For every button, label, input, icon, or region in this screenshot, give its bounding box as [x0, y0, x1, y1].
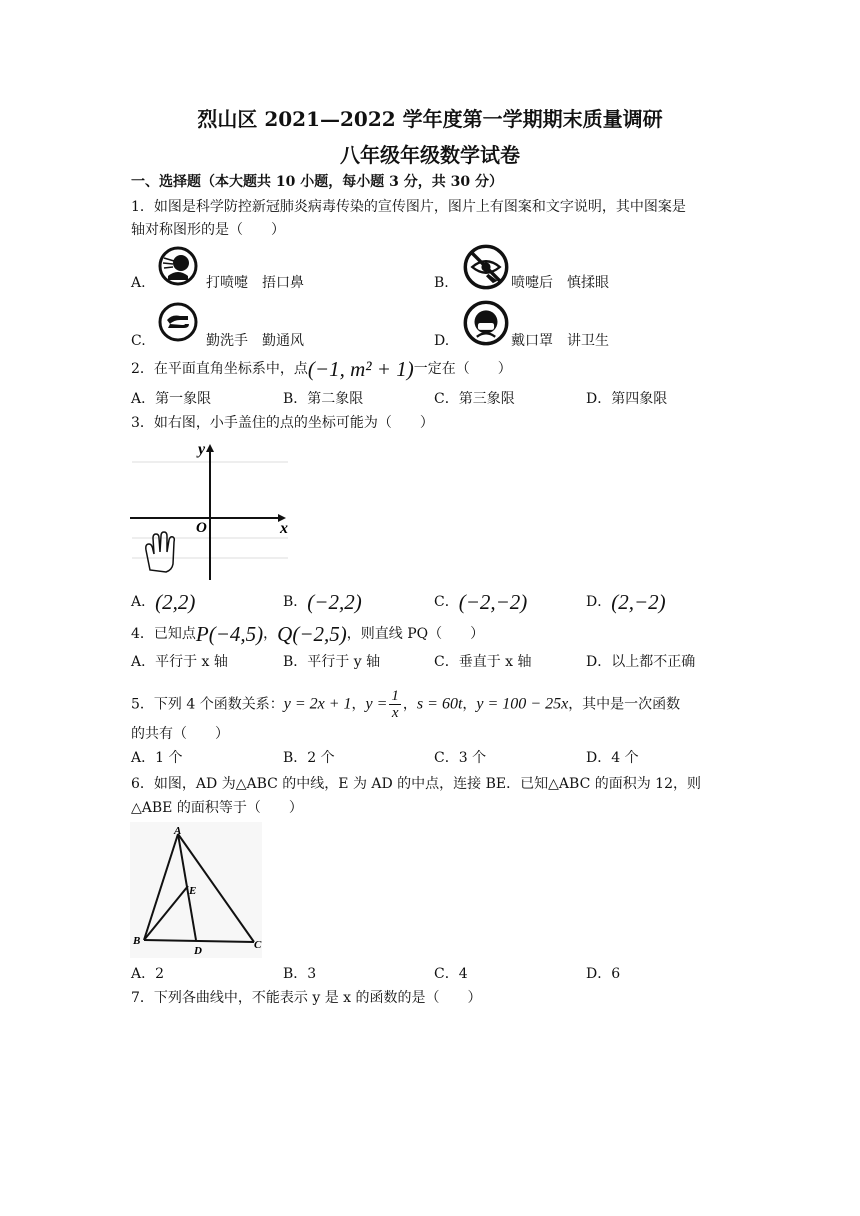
q5-fraction-den: x	[391, 705, 399, 721]
q3-option-d-value: (2,−2)	[611, 590, 666, 614]
q5-fraction	[389, 688, 401, 721]
q6-label-a: A	[174, 825, 182, 837]
q3-option-c: C．(−2,−2)	[434, 590, 528, 614]
q5-f2-lhs: y =	[365, 695, 388, 713]
q4-point-q: Q(−2,5)	[277, 622, 347, 646]
q3-option-b: B．(−2,2)	[283, 590, 362, 614]
q3-coordinate-figure	[128, 440, 298, 582]
q2-point: (−1, m² + 1)	[307, 357, 414, 381]
q6-option-a: A．2	[131, 966, 165, 982]
q1-stem-line2: 轴对称图形的是（ ）	[131, 222, 285, 238]
q1-option-a-letter: A.	[131, 275, 146, 291]
q2-stem-pre: 2．在平面直角坐标系中，点	[131, 361, 308, 377]
q3-option-a-value: (2,2)	[155, 590, 196, 614]
q1-option-c-caption: 勤洗手 勤通风	[206, 333, 304, 349]
q1-option-d-caption: 戴口罩 讲卫生	[511, 333, 609, 349]
q4-stem: 4．已知点P(−4,5)，Q(−2,5)，则直线 PQ（ ）	[131, 622, 485, 646]
exam-subtitle: 八年级年级数学试卷	[340, 143, 520, 167]
q5-stem: 5．下列 4 个函数关系：y = 2x + 1，y = $\frac{1}{x}$ ，s = 60t，y = 100 − 25x，其中是一次函数	[131, 688, 681, 721]
q6-stem-line1: 6．如图，AD 为△ABC 的中线，E 为 AD 的中点，连接 BE．已知△ABC 的面积为 12，则	[131, 776, 701, 792]
q1-option-d-letter: D.	[434, 333, 450, 349]
q2-option-b: B．第二象限	[283, 391, 364, 407]
q3-option-a: A．(2,2)	[131, 590, 196, 614]
q6-label-e: E	[189, 885, 197, 897]
q3-option-d: D．(2,−2)	[586, 590, 666, 614]
q5-f4: y = 100 − 25x	[476, 695, 569, 713]
q6-triangle-figure	[130, 822, 262, 958]
q6-stem-line2: △ABE 的面积等于（ ）	[131, 800, 303, 816]
q5-option-d: D．4 个	[586, 750, 639, 766]
q6-label-c: C	[254, 939, 262, 951]
q2-stem	[131, 359, 512, 379]
q6-option-c: C．4	[434, 966, 468, 982]
q2-option-a: A．第一象限	[131, 391, 212, 407]
q3-stem: 3．如右图，小手盖住的点的坐标可能为（ ）	[131, 415, 434, 431]
q3-origin-label: O	[196, 520, 207, 536]
q2-option-d: D．第四象限	[586, 391, 668, 407]
q1-option-a-caption: 打喷嚏 捂口鼻	[206, 275, 304, 291]
section-heading: 一、选择题（本大题共 10 小题，每小题 3 分，共 30 分）	[131, 174, 503, 190]
q1-option-c-letter: C.	[131, 333, 146, 349]
q4-option-c: C．垂直于 x 轴	[434, 654, 532, 670]
q6-label-d: D	[194, 945, 202, 957]
q3-option-b-value: (−2,2)	[307, 590, 362, 614]
q1-option-b-caption: 喷嚏后 慎揉眼	[511, 275, 609, 291]
q5-stem-line2: 的共有（ ）	[131, 726, 229, 742]
q4-option-b: B．平行于 y 轴	[283, 654, 381, 670]
q4-option-d: D．以上都不正确	[586, 654, 696, 670]
q5-option-c: C．3 个	[434, 750, 487, 766]
q5-fraction-num: 1	[391, 688, 399, 704]
q1-option-b-letter: B.	[434, 275, 449, 291]
no-eye-rub-icon	[463, 244, 509, 290]
q5-f1: y = 2x + 1	[283, 695, 352, 713]
q1-stem-line1: 1．如图是科学防控新冠肺炎病毒传染的宣传图片，图片上有图案和文字说明，其中图案是	[131, 199, 686, 215]
hand-wash-icon	[158, 302, 198, 342]
q2-option-c: C．第三象限	[434, 391, 515, 407]
q6-option-b: B．3	[283, 966, 317, 982]
q5-option-b: B．2 个	[283, 750, 335, 766]
q3-option-c-value: (−2,−2)	[458, 590, 528, 614]
q4-point-p: P(−4,5)	[195, 622, 264, 646]
q2-stem-post: 一定在（ ）	[413, 361, 512, 377]
q4-option-a: A．平行于 x 轴	[131, 654, 228, 670]
exam-title: 烈山区 2021—2022 学年度第一学期期末质量调研	[197, 107, 663, 131]
q7-stem: 7．下列各曲线中，不能表示 y 是 x 的函数的是（ ）	[131, 990, 482, 1006]
mask-face-icon	[463, 300, 509, 346]
q6-label-b: B	[133, 935, 141, 947]
q3-x-label: x	[280, 520, 288, 537]
q5-f3: s = 60t	[416, 695, 463, 713]
q5-option-a: A．1 个	[131, 750, 183, 766]
sneeze-icon	[158, 246, 198, 286]
q6-option-d: D．6	[586, 966, 621, 982]
q3-y-label: y	[198, 441, 206, 458]
